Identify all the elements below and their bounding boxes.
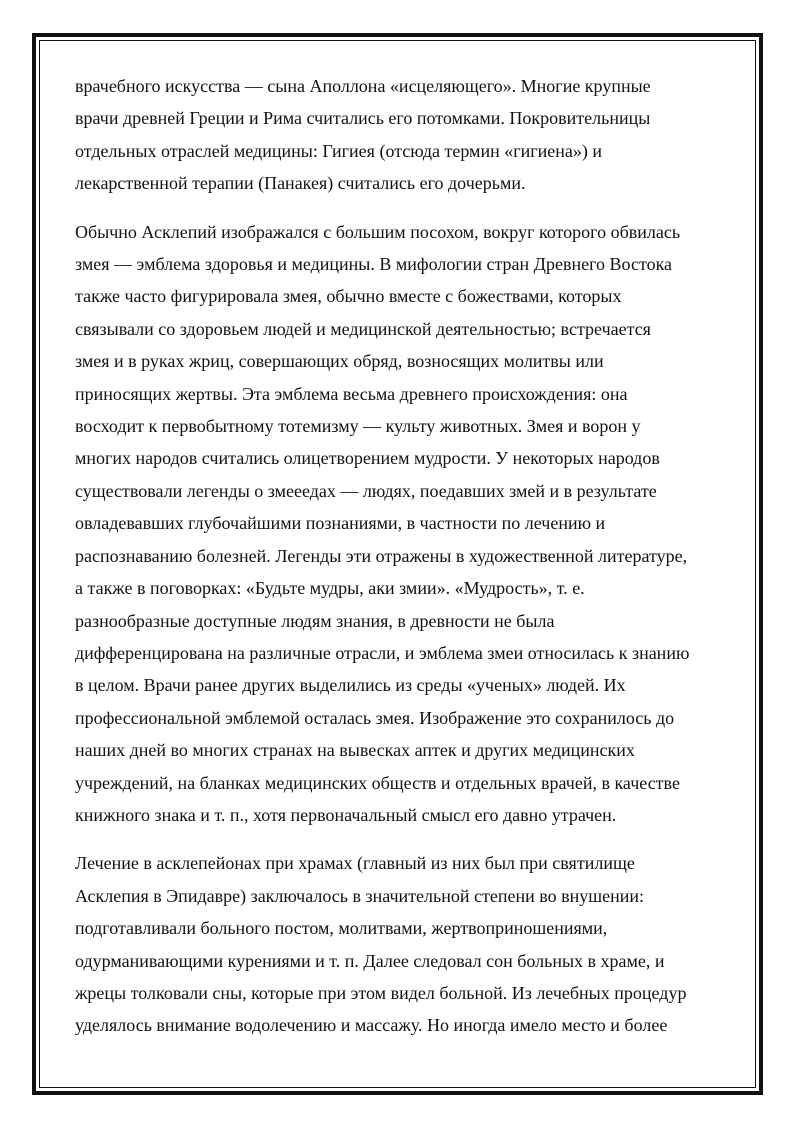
text-line: овладевавших глубочайшими познаниями, в частности по лечению и [75, 513, 606, 534]
paragraph-3 [75, 847, 735, 1041]
text-line: распознаванию болезней. Легенды эти отражены в художественной литературе, [75, 545, 688, 566]
text-line: уделялось внимание водолечению и массажу. Но иногда имело место и более [75, 1015, 668, 1036]
paragraph-2 [75, 216, 735, 832]
document-body [75, 70, 735, 1058]
text-line: существовали легенды о змееедах — людях, поедавших змей и в результате [75, 480, 657, 501]
text-line: лекарственной терапии (Панакея) считались его дочерьми. [75, 173, 526, 194]
text-line: Асклепия в Эпидавре) заключалось в значительной степени во внушении: [75, 885, 644, 906]
text-line: восходит к первобытному тотемизму — культу животных. Змея и ворон у [75, 416, 641, 437]
text-line: приносящих жертвы. Эта эмблема весьма древнего происхождения: она [75, 383, 628, 404]
text-line: также часто фигурировала змея, обычно вместе с божествами, которых [75, 286, 622, 307]
paragraph-1 [75, 70, 735, 200]
text-line: врачи древней Греции и Рима считались его потомками. Покровительницы [75, 108, 651, 129]
text-line: Обычно Асклепий изображался с большим посохом, вокруг которого обвилась [75, 221, 681, 242]
text-line: профессиональной эмблемой осталась змея. Изображение это сохранилось до [75, 707, 675, 728]
text-line: змея и в руках жриц, совершающих обряд, возносящих молитвы или [75, 351, 604, 372]
text-line: отдельных отраслей медицины: Гигиея (отсюда термин «гигиена») и [75, 140, 602, 161]
text-line: а также в поговорках: «Будьте мудры, аки змии». «Мудрость», т. е. [75, 578, 585, 599]
text-line: змея — эмблема здоровья и медицины. В мифологии стран Древнего Востока [75, 254, 673, 275]
text-line: одурманивающими курениями и т. п. Далее следовал сон больных в храме, и [75, 950, 665, 971]
text-line: связывали со здоровьем людей и медицинской деятельностью; встречается [75, 318, 651, 339]
text-line: подготавливали больного постом, молитвами, жертвоприношениями, [75, 918, 608, 939]
text-line: дифференцирована на различные отрасли, и эмблема змеи относилась к знанию [75, 642, 690, 663]
text-line: разнообразные доступные людям знания, в древности не была [75, 610, 555, 631]
text-line: многих народов считались олицетворением мудрости. У некоторых народов [75, 448, 660, 469]
text-line: жрецы толковали сны, которые при этом видел больной. Из лечебных процедур [75, 982, 687, 1003]
text-line: врачебного искусства — сына Аполлона «исцеляющего». Многие крупные [75, 76, 651, 96]
text-line: учреждений, на бланках медицинских обществ и отдельных врачей, в качестве [75, 772, 680, 793]
text-line: Лечение в асклепейонах при храмах (главный из них был при святилище [75, 853, 635, 874]
text-line: книжного знака и т. п., хотя первоначальный смысл его давно утрачен. [75, 804, 617, 825]
text-line: наших дней во многих странах на вывесках аптек и других медицинских [75, 740, 635, 761]
text-line: в целом. Врачи ранее других выделились из среды «ученых» людей. Их [75, 675, 626, 696]
